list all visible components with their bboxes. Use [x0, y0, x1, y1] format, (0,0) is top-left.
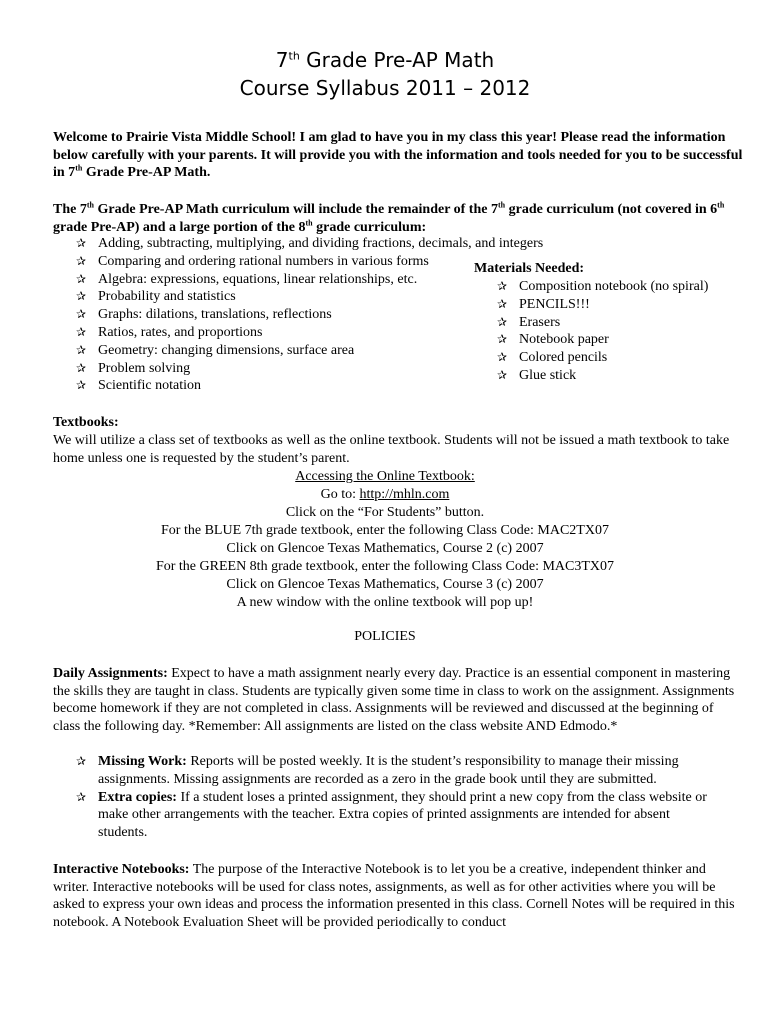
star-bullet-icon: ✰ [497, 350, 508, 365]
welcome-paragraph: Welcome to Prairie Vista Middle School! I am glad to have you in my class this year! Please read the information below carefully with your parents. It will provide you with the information and tools needed for you to be successful in 7th Grade Pre-AP Math. [53, 130, 743, 180]
star-bullet-icon: ✰ [497, 296, 508, 311]
policies-heading: POLICIES [354, 629, 416, 644]
materials-item-text: Erasers [519, 314, 561, 330]
star-bullet-icon: ✰ [497, 279, 508, 293]
star-bullet-icon: ✰ [76, 271, 87, 286]
daily-assignments-paragraph: Daily Assignments: Expect to have a math assignment nearly every day. Practice is an essential component in mastering the skills they are taught in class. Students are typically given some time in class to work on the assignment. Assignments become homework if they are not completed in class. Assignments will be reviewed and discussed at the beginning of class the following day. *Remember: All assignments are listed on the class website AND Edmodo.* [53, 666, 735, 734]
textbooks-heading: Textbooks: [53, 415, 119, 430]
policy-subitem [76, 753, 716, 789]
star-bullet-icon: ✰ [76, 789, 87, 804]
curriculum-item-text: Geometry: changing dimensions, surface area [98, 342, 355, 358]
textbook-instruction-line: Click on Glencoe Texas Mathematics, Course 3 (c) 2007 [226, 577, 544, 592]
materials-item-text: Notebook paper [519, 332, 609, 348]
materials-item [497, 278, 757, 296]
policy-subitem [76, 789, 716, 842]
star-bullet-icon: ✰ [497, 367, 508, 382]
interactive-notebooks-paragraph: Interactive Notebooks: The purpose of the Interactive Notebook is to let you be a creative, independent thinker and writer. Interactive notebooks will be used for class notes, assignments, as well as for other activities where you will be asked to express your own ideas and process the information presented in this class. Cornell Notes will be required in this notebook. A Notebook Evaluation Sheet will be provided periodically to conduct [53, 862, 735, 930]
star-bullet-icon: ✰ [76, 289, 87, 304]
curriculum-intro: The 7th Grade Pre-AP Math curriculum will include the remainder of the 7th grade curriculum (not covered in 6th grade Pre-AP) and a large portion of the 8th grade curriculum: [53, 200, 725, 235]
materials-item-text: Colored pencils [519, 350, 608, 366]
materials-item [497, 314, 757, 332]
online-textbook-heading: Accessing the Online Textbook: [295, 469, 475, 484]
textbook-instruction-line: Click on Glencoe Texas Mathematics, Course 2 (c) 2007 [226, 541, 544, 556]
textbooks-body: We will utilize a class set of textbooks as well as the online textbook. Students will not be issued a math textbook to take home unless one is requested by the student’s parent. [53, 433, 730, 466]
curriculum-item-text: Problem solving [98, 360, 191, 376]
textbook-instruction-line: Click on the “For Students” button. [285, 505, 485, 520]
star-bullet-icon: ✰ [76, 378, 87, 393]
curriculum-item-text: Algebra: expressions, equations, linear relationships, etc. [98, 271, 418, 287]
curriculum-item-text: Comparing and ordering rational numbers in various forms [98, 253, 429, 269]
goto-line: Go to: http://mhln.com [320, 487, 450, 502]
mhln-link[interactable]: http://mhln.com [359, 487, 450, 502]
materials-list [497, 278, 757, 385]
textbook-instruction-line: For the GREEN 8th grade textbook, enter the following Class Code: MAC3TX07 [155, 559, 615, 574]
policy-subitem-text: If a student loses a printed assignment, they should print a new copy from the class website or make other arrangements with the teacher. Extra copies of printed assignments are intended for absent students. [98, 789, 707, 841]
materials-item-text: Glue stick [519, 367, 577, 383]
materials-item-text: Composition notebook (no spiral) [519, 279, 709, 294]
materials-item [497, 331, 757, 349]
star-bullet-icon: ✰ [76, 754, 87, 768]
curriculum-item-text: Graphs: dilations, translations, reflections [98, 307, 332, 323]
star-bullet-icon: ✰ [76, 253, 87, 268]
star-bullet-icon: ✰ [497, 314, 508, 329]
policy-subitem-label: Extra copies: [98, 789, 177, 805]
materials-title: Materials Needed: [474, 261, 585, 276]
policy-subitems [76, 753, 716, 842]
materials-item [497, 296, 757, 314]
star-bullet-icon: ✰ [76, 307, 87, 322]
materials-item-text: PENCILS!!! [519, 296, 590, 312]
star-bullet-icon: ✰ [76, 324, 87, 339]
curriculum-item-text: Probability and statistics [98, 289, 236, 305]
page-subtitle: Course Syllabus 2011 – 2012 [239, 76, 531, 100]
materials-item [497, 367, 757, 385]
materials-item [497, 349, 757, 367]
curriculum-item-text: Adding, subtracting, multiplying, and dividing fractions, decimals, and integers [98, 236, 544, 251]
star-bullet-icon: ✰ [76, 342, 87, 357]
star-bullet-icon: ✰ [497, 332, 508, 347]
curriculum-item [76, 235, 596, 253]
policy-subitem-label: Missing Work: [98, 754, 187, 769]
curriculum-item-text: Scientific notation [98, 378, 202, 394]
page-title: 7th Grade Pre-AP Math [275, 48, 495, 72]
curriculum-item-text: Ratios, rates, and proportions [98, 324, 263, 340]
star-bullet-icon: ✰ [76, 236, 87, 250]
textbook-instruction-line: A new window with the online textbook will pop up! [236, 595, 534, 610]
textbook-instruction-line: For the BLUE 7th grade textbook, enter the following Class Code: MAC2TX07 [161, 523, 609, 538]
policy-subitem-text: Reports will be posted weekly. It is the student’s responsibility to manage their missing assignments. Missing assignments are recorded as a zero in the grade book until they are submitted. [98, 754, 679, 787]
star-bullet-icon: ✰ [76, 360, 87, 375]
